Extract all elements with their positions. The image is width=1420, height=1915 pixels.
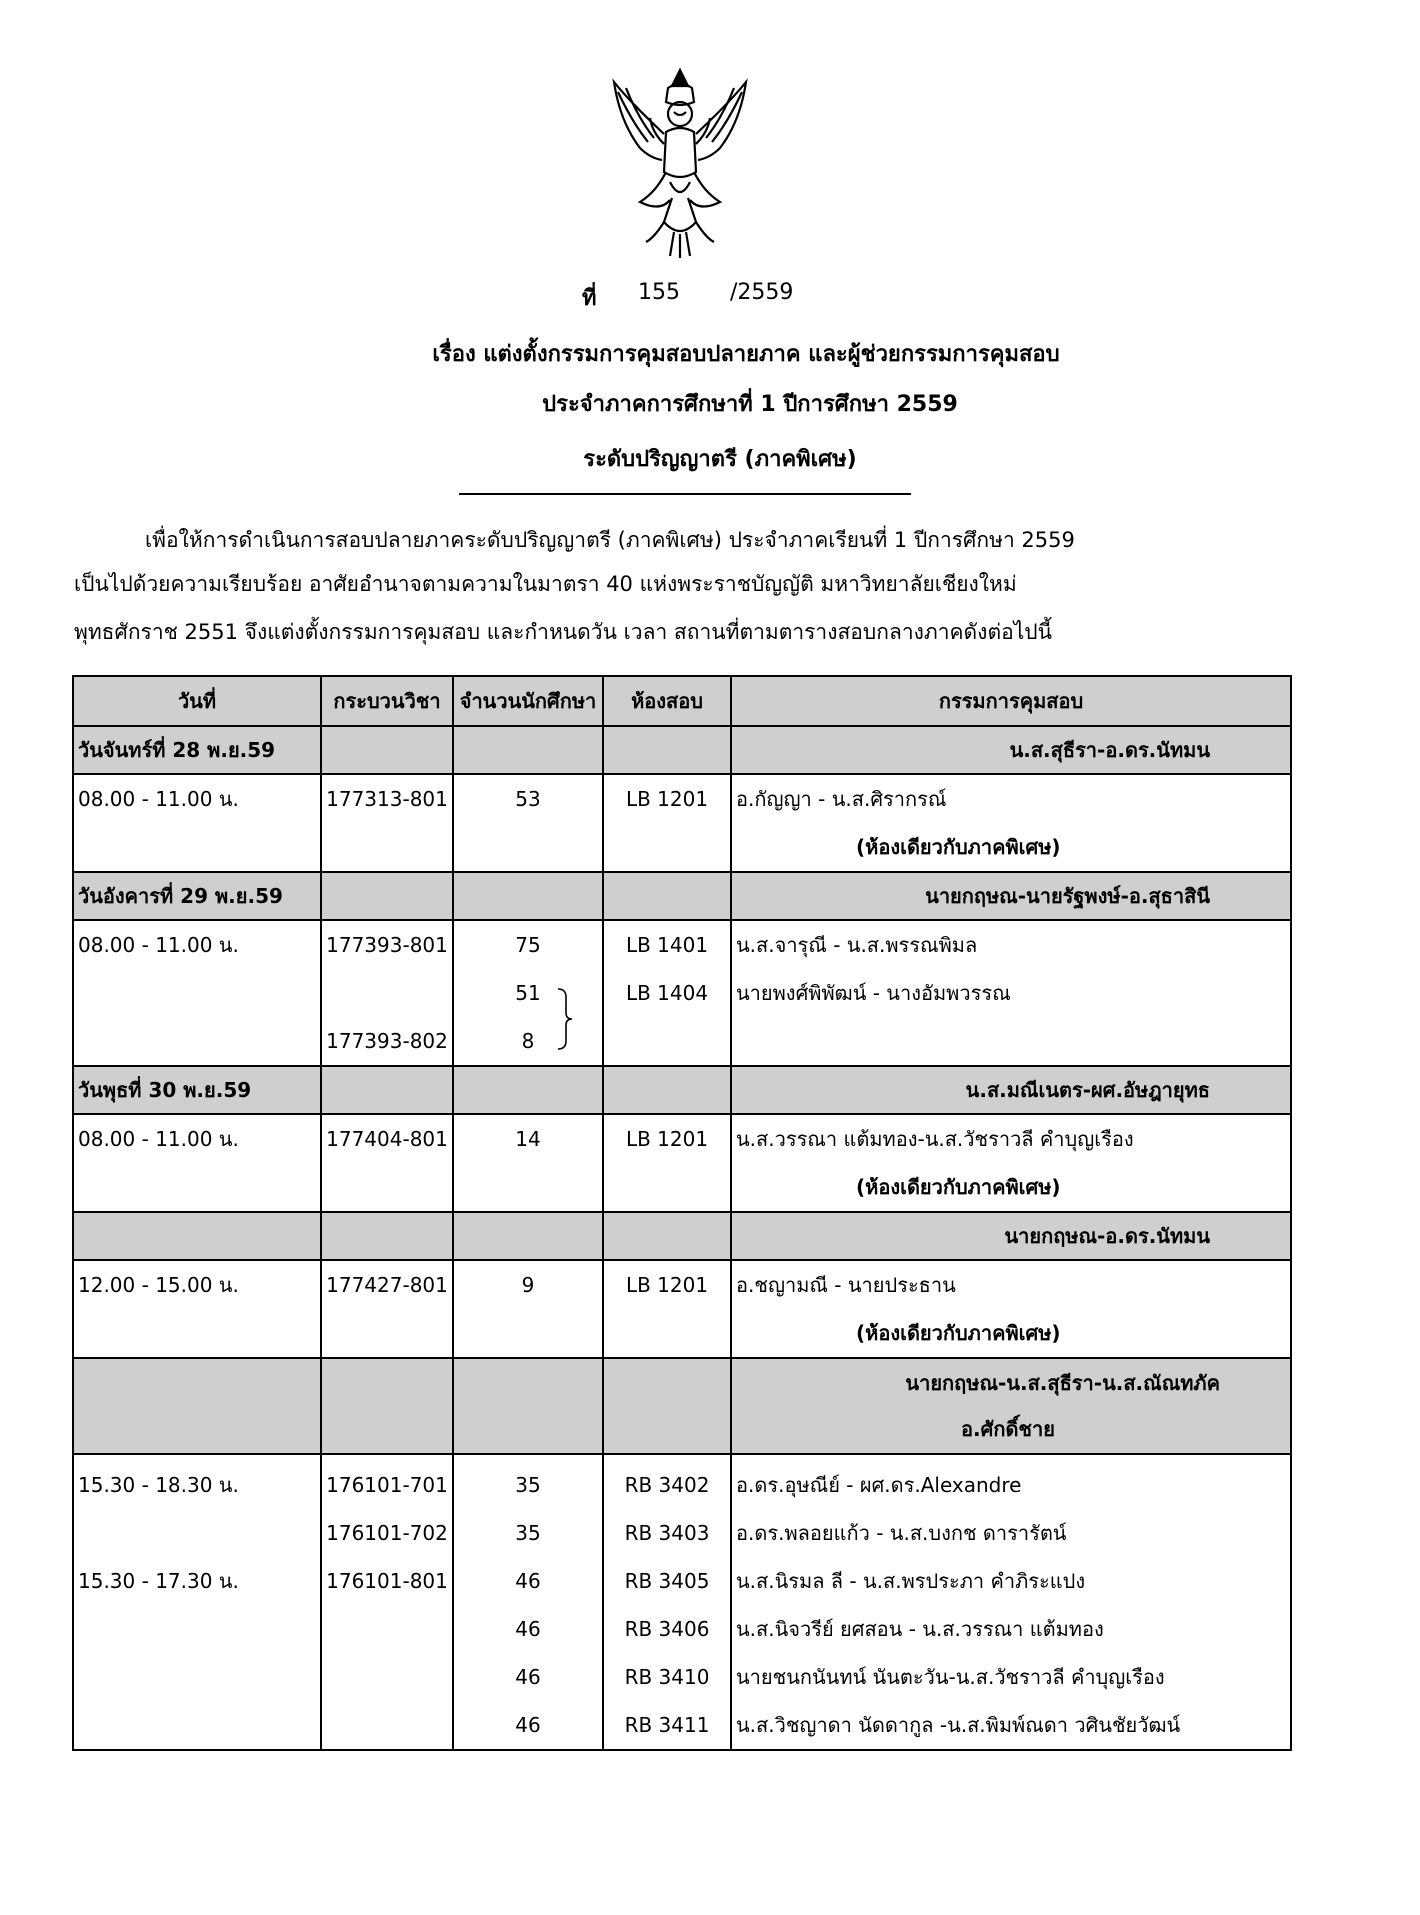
term-line: ประจำภาคการศึกษาที่ 1 ปีการศึกษา 2559 [542,392,958,417]
proctor-names: อ.ชญามณี - นายประธาน [736,1273,956,1297]
document-number [0,280,1420,314]
exam-room: RB 3410 [624,1665,710,1689]
subject-code: 176101-702 [326,1521,448,1545]
exam-room: LB 1404 [625,981,709,1005]
exam-room: RB 3411 [624,1713,710,1737]
table-row [73,774,1291,872]
session-band-row [73,1358,1291,1454]
day-head-proctors: น.ส.มณีเนตร-ผศ.อัษฎายุทธ [731,1066,1291,1114]
header-proctor: กรรมการคุมสอบ [731,676,1291,726]
student-count: 46 [515,1569,541,1593]
intro-line-3: พุทธศักราช 2551 จึงแต่งตั้งกรรมการคุมสอบ และกำหนดวัน เวลา สถานที่ตามตารางสอบกลางภาคดังต่อไปนี้ [74,620,1052,644]
proctor-names: อ.ดร.อุษณีย์ - ผศ.ดร.Alexandre [736,1473,1022,1497]
student-count: 53 [515,787,541,811]
exam-time: 08.00 - 11.00 น. [78,787,239,811]
session-head-proctors: นายกฤษณ-น.ส.สุธีรา-น.ส.ณัณทภัค [905,1371,1220,1395]
document-number-year: /2559 [730,280,794,305]
intro-line-2: เป็นไปด้วยความเรียบร้อย อาศัยอำนาจตามความในมาตรา 40 แห่งพระราชบัญญัติ มหาวิทยาลัยเชียงใหม่ [74,572,1017,596]
exam-room: LB 1201 [625,787,709,811]
same-room-note: (ห้องเดียวกับภาคพิเศษ) [856,835,1061,859]
document-number-label: ที่ [582,286,597,311]
same-room-note: (ห้องเดียวกับภาคพิเศษ) [856,1321,1061,1345]
subject-code: 177313-801 [326,787,448,811]
subject-code: 177393-801 [326,933,448,957]
proctor-names: น.ส.วรรณา แต้มทอง-น.ส.วัชราวลี คำบุญเรือง [736,1127,1134,1151]
header-count: จำนวนนักศึกษา [453,676,603,726]
day-band-row [73,726,1291,774]
proctor-names: นายชนกนันทน์ นันตะวัน-น.ส.วัชราวลี คำบุญเรือง [736,1665,1165,1689]
student-count: 35 [515,1473,541,1497]
proctor-names: น.ส.วิชญาดา นัดดากูล -น.ส.พิมพ์ณดา วศินชัยวัฒน์ [736,1713,1181,1737]
subject-line: เรื่อง แต่งตั้งกรรมการคุมสอบปลายภาค และผู้ช่วยกรรมการคุมสอบ [432,342,1060,367]
session-head-proctors-line-2: อ.ศักดิ์ชาย [961,1417,1055,1441]
exam-time: 08.00 - 11.00 น. [78,1127,239,1151]
student-count: 46 [515,1617,541,1641]
exam-room: LB 1401 [625,933,709,957]
proctor-names: น.ส.นิจวรีย์ ยศสอน - น.ส.วรรณา แต้มทอง [736,1617,1104,1641]
subject-code: 177427-801 [326,1273,448,1297]
exam-room: LB 1201 [625,1127,709,1151]
exam-time: 15.30 - 18.30 น. [78,1473,239,1497]
table-row [73,1454,1291,1750]
exam-room: RB 3403 [624,1521,710,1545]
proctor-names: น.ส.นิรมล ลี - น.ส.พรประภา คำภิระแปง [736,1569,1086,1593]
student-count: 9 [521,1273,535,1297]
student-count: 35 [515,1521,541,1545]
title-divider [459,493,911,495]
student-count: 51 [515,981,541,1005]
header-room: ห้องสอบ [603,676,731,726]
same-room-note: (ห้องเดียวกับภาคพิเศษ) [856,1175,1061,1199]
day-date: วันพุธที่ 30 พ.ย.59 [73,1066,321,1114]
grouping-brace-icon [556,987,574,1051]
header-date: วันที่ [73,676,321,726]
document-number-value: 155 [638,280,680,305]
day-band-row [73,1066,1291,1114]
intro-line-1: เพื่อให้การดำเนินการสอบปลายภาคระดับปริญญาตรี (ภาคพิเศษ) ประจำภาคเรียนที่ 1 ปีการศึกษา 2559 [145,528,1075,552]
subject-code: 177393-802 [326,1029,448,1053]
subject-code: 176101-801 [326,1569,448,1593]
garuda-emblem-icon [600,62,760,262]
session-head-proctors: นายกฤษณ-อ.ดร.นัทมน [731,1212,1291,1260]
exam-room: RB 3402 [624,1473,710,1497]
student-count: 14 [515,1127,541,1151]
table-row [73,1260,1291,1358]
header-subject: กระบวนวิชา [321,676,453,726]
day-date: วันจันทร์ที่ 28 พ.ย.59 [73,726,321,774]
student-count: 8 [521,1029,535,1053]
session-band-row [73,1212,1291,1260]
exam-schedule-table [72,675,1292,1751]
exam-time: 12.00 - 15.00 น. [78,1273,239,1297]
day-head-proctors: น.ส.สุธีรา-อ.ดร.นัทมน [731,726,1291,774]
day-date: วันอังคารที่ 29 พ.ย.59 [73,872,321,920]
proctor-names: อ.กัญญา - น.ส.ศิรากรณ์ [736,787,947,811]
subject-code: 176101-701 [326,1473,448,1497]
student-count: 75 [515,933,541,957]
table-header-row [73,676,1291,726]
subject-code: 177404-801 [326,1127,448,1151]
exam-room: RB 3406 [624,1617,710,1641]
level-line: ระดับปริญญาตรี (ภาคพิเศษ) [583,447,857,472]
exam-room: RB 3405 [624,1569,710,1593]
exam-time: 08.00 - 11.00 น. [78,933,239,957]
proctor-names: นายพงศ์พิพัฒน์ - นางอัมพวรรณ [736,981,1011,1005]
exam-room: LB 1201 [625,1273,709,1297]
day-band-row [73,872,1291,920]
student-count: 46 [515,1665,541,1689]
table-row [73,920,1291,1066]
student-count: 46 [515,1713,541,1737]
proctor-names: อ.ดร.พลอยแก้ว - น.ส.บงกช ดารารัตน์ [736,1521,1067,1545]
day-head-proctors: นายกฤษณ-นายรัฐพงษ์-อ.สุธาสินี [731,872,1291,920]
exam-time: 15.30 - 17.30 น. [78,1569,239,1593]
proctor-names: น.ส.จารุณี - น.ส.พรรณพิมล [736,933,978,957]
table-row [73,1114,1291,1212]
